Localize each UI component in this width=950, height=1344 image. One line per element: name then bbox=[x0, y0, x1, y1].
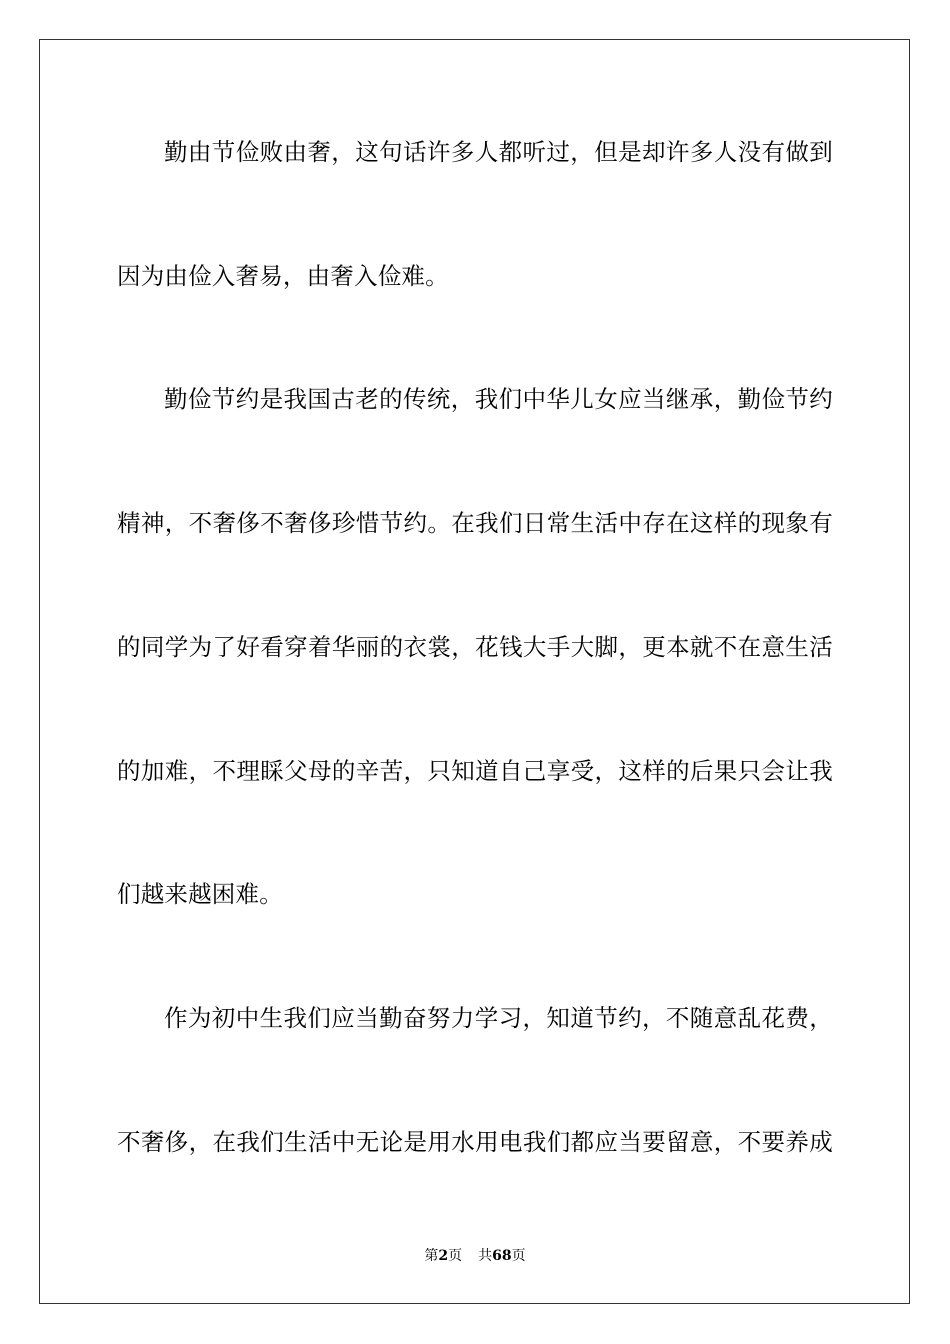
paragraph-2-line-5: 们越来越困难。 bbox=[117, 880, 283, 908]
paragraph-1-line-1: 勤由节俭败由奢，这句话许多人都听过，但是却许多人没有做到 bbox=[164, 138, 833, 166]
paragraph-2-line-1: 勤俭节约是我国古老的传统，我们中华儿女应当继承，勤俭节约 bbox=[164, 385, 833, 413]
page-prefix: 第 bbox=[424, 1248, 439, 1264]
paragraph-3-line-1: 作为初中生我们应当勤奋努力学习，知道节约，不随意乱花费， bbox=[164, 1004, 833, 1032]
page-footer bbox=[0, 1247, 950, 1265]
total-pages: 68 bbox=[492, 1248, 512, 1264]
paragraph-1-line-2: 因为由俭入奢易，由奢入俭难。 bbox=[117, 262, 449, 290]
paragraph-2-line-4: 的加难，不理睬父母的辛苦，只知道自己享受，这样的后果只会让我 bbox=[117, 757, 833, 785]
paragraph-2-line-3: 的同学为了好看穿着华丽的衣裳，花钱大手大脚，更本就不在意生活 bbox=[117, 633, 833, 661]
paragraph-2-line-2: 精神，不奢侈不奢侈珍惜节约。在我们日常生活中存在这样的现象有 bbox=[117, 509, 833, 537]
total-suffix: 页 bbox=[511, 1248, 526, 1264]
total-prefix: 共 bbox=[478, 1248, 493, 1264]
page-suffix: 页 bbox=[448, 1248, 463, 1264]
page-border bbox=[39, 39, 910, 1304]
page-number: 2 bbox=[438, 1248, 449, 1264]
paragraph-3-line-2: 不奢侈，在我们生活中无论是用水用电我们都应当要留意，不要养成 bbox=[117, 1128, 833, 1156]
